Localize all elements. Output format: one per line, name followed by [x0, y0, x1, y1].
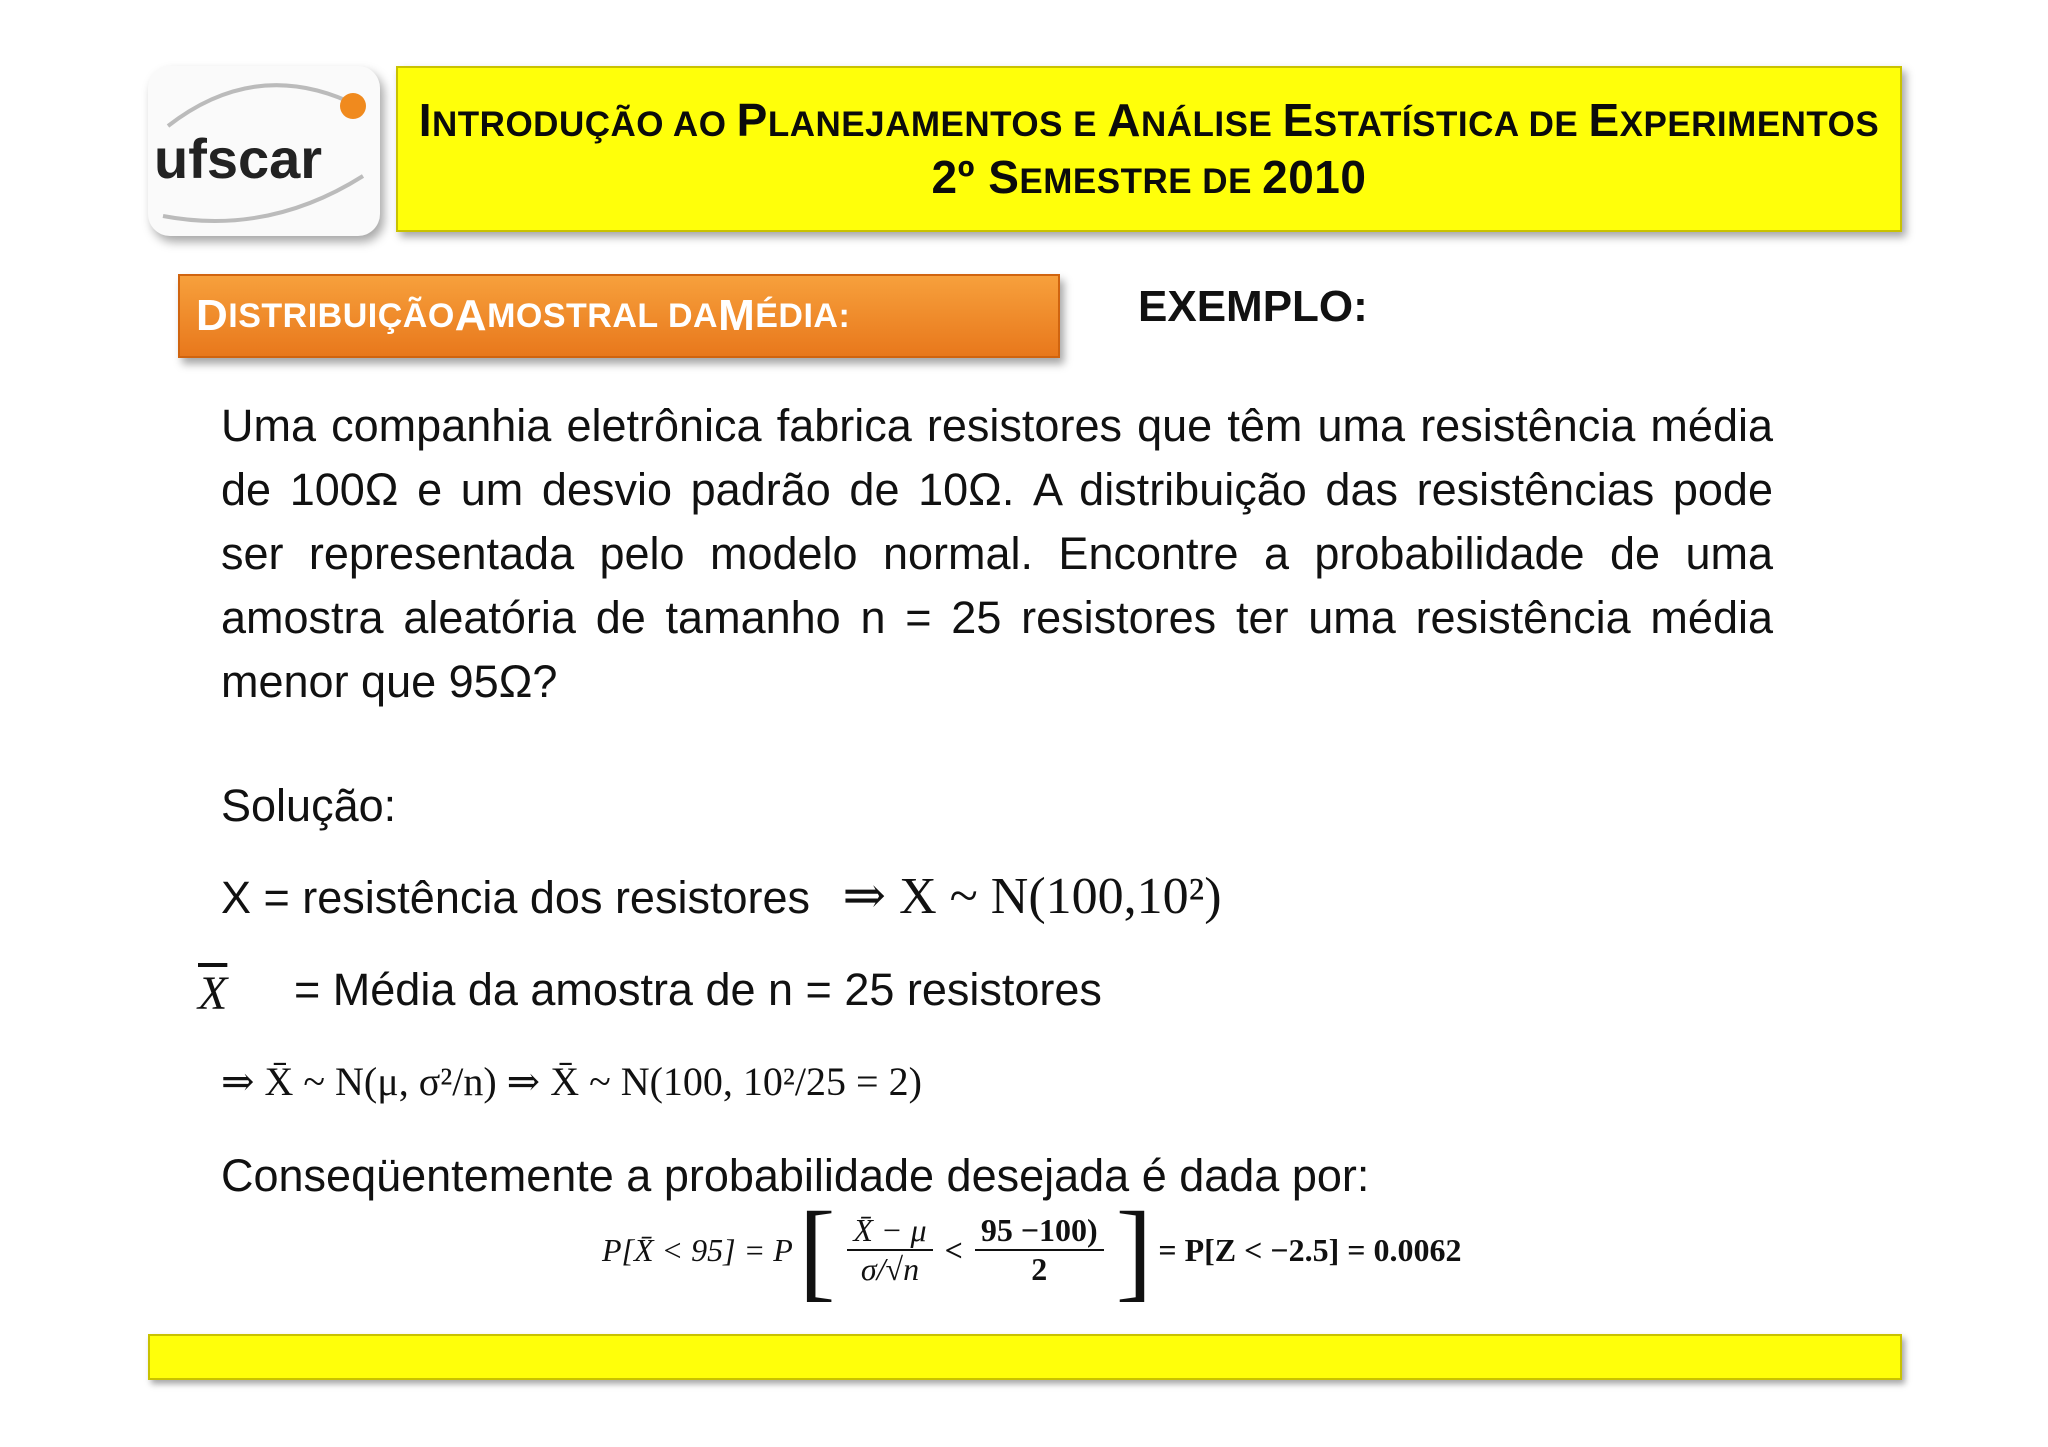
xbar-symbol: $\overline{X}$: [198, 967, 228, 1020]
title-part: XPERIMENTOS: [1619, 104, 1880, 144]
title-part: STATÍSTICA DE: [1313, 104, 1589, 144]
left-bracket: [: [798, 1189, 836, 1311]
fraction-values: [975, 1212, 1104, 1288]
xbar-distribution: ⇒ X̄ ~ N(μ, σ²/n) ⇒ X̄ ~ N(100, 10²/25 = 2): [221, 1059, 922, 1104]
fraction-numerator: 95 −100): [975, 1212, 1104, 1251]
title-part: LANEJAMENTOS E: [767, 104, 1108, 144]
xbar-definition: = Média da amostra de n = 25 resistores: [294, 964, 1102, 1015]
tag-part: ISTRIBUIÇÃO: [228, 296, 455, 335]
title-banner: [396, 66, 1902, 232]
example-label: EXEMPLO:: [1138, 282, 1368, 331]
title-part: A: [1107, 93, 1141, 146]
formula-rhs: = P[Z < −2.5] = 0.0062: [1158, 1231, 1462, 1268]
problem-statement: Uma companhia eletrônica fabrica resistores que têm uma resistência média de 100Ω e um desvio padrão de 10Ω. A distribuição das resistências pode ser representada pelo modelo normal. Encontre a probabilidade de uma amostra aleatória de tamanho n = 25 resistores ter uma resistência média menor que 95Ω?: [221, 400, 1773, 707]
title-part: I: [418, 93, 433, 146]
fraction-denominator: σ/√n: [860, 1251, 920, 1287]
solution-label: Solução:: [221, 780, 397, 831]
logo-graphic: [148, 66, 380, 236]
ufscar-logo: [148, 66, 380, 236]
tag-part: M: [718, 291, 756, 340]
semester-part: EMESTRE DE: [1019, 162, 1263, 201]
semester-part: 2010: [1262, 151, 1367, 203]
right-bracket: ]: [1115, 1189, 1153, 1311]
probability-formula: [602, 1189, 1462, 1311]
formula-lhs: P[X̄ < 95] = P: [602, 1231, 793, 1268]
title-part: NTRODUÇÃO AO: [432, 104, 737, 144]
course-title: [419, 92, 1880, 150]
fraction-denominator: 2: [1031, 1251, 1048, 1287]
footer-bar: [148, 1334, 1902, 1380]
tag-part: A: [454, 291, 488, 340]
x-definition-line: [221, 866, 1222, 926]
logo-text: ufscar: [154, 127, 323, 190]
title-part: P: [736, 93, 768, 146]
title-part: E: [1282, 93, 1314, 146]
tag-part: ÉDIA:: [755, 296, 851, 335]
semester-part: S: [988, 151, 1020, 203]
title-part: E: [1588, 93, 1620, 146]
semester-part: 2º: [931, 151, 989, 203]
fraction-numerator: X̄ − μ: [847, 1212, 932, 1251]
x-distribution: ⇒ X ~ N(100,10²): [842, 868, 1222, 925]
less-than: <: [944, 1231, 963, 1268]
consequently-line: Conseqüentemente a probabilidade desejada é dada por:: [221, 1150, 1370, 1201]
section-tag: [178, 274, 1060, 358]
x-definition: X = resistência dos resistores: [221, 872, 810, 923]
tag-part: MOSTRAL DA: [487, 296, 719, 335]
tag-part: D: [196, 291, 229, 340]
fraction-standardized: [847, 1212, 932, 1288]
semester-title: [932, 149, 1367, 207]
title-part: NÁLISE: [1140, 104, 1283, 144]
